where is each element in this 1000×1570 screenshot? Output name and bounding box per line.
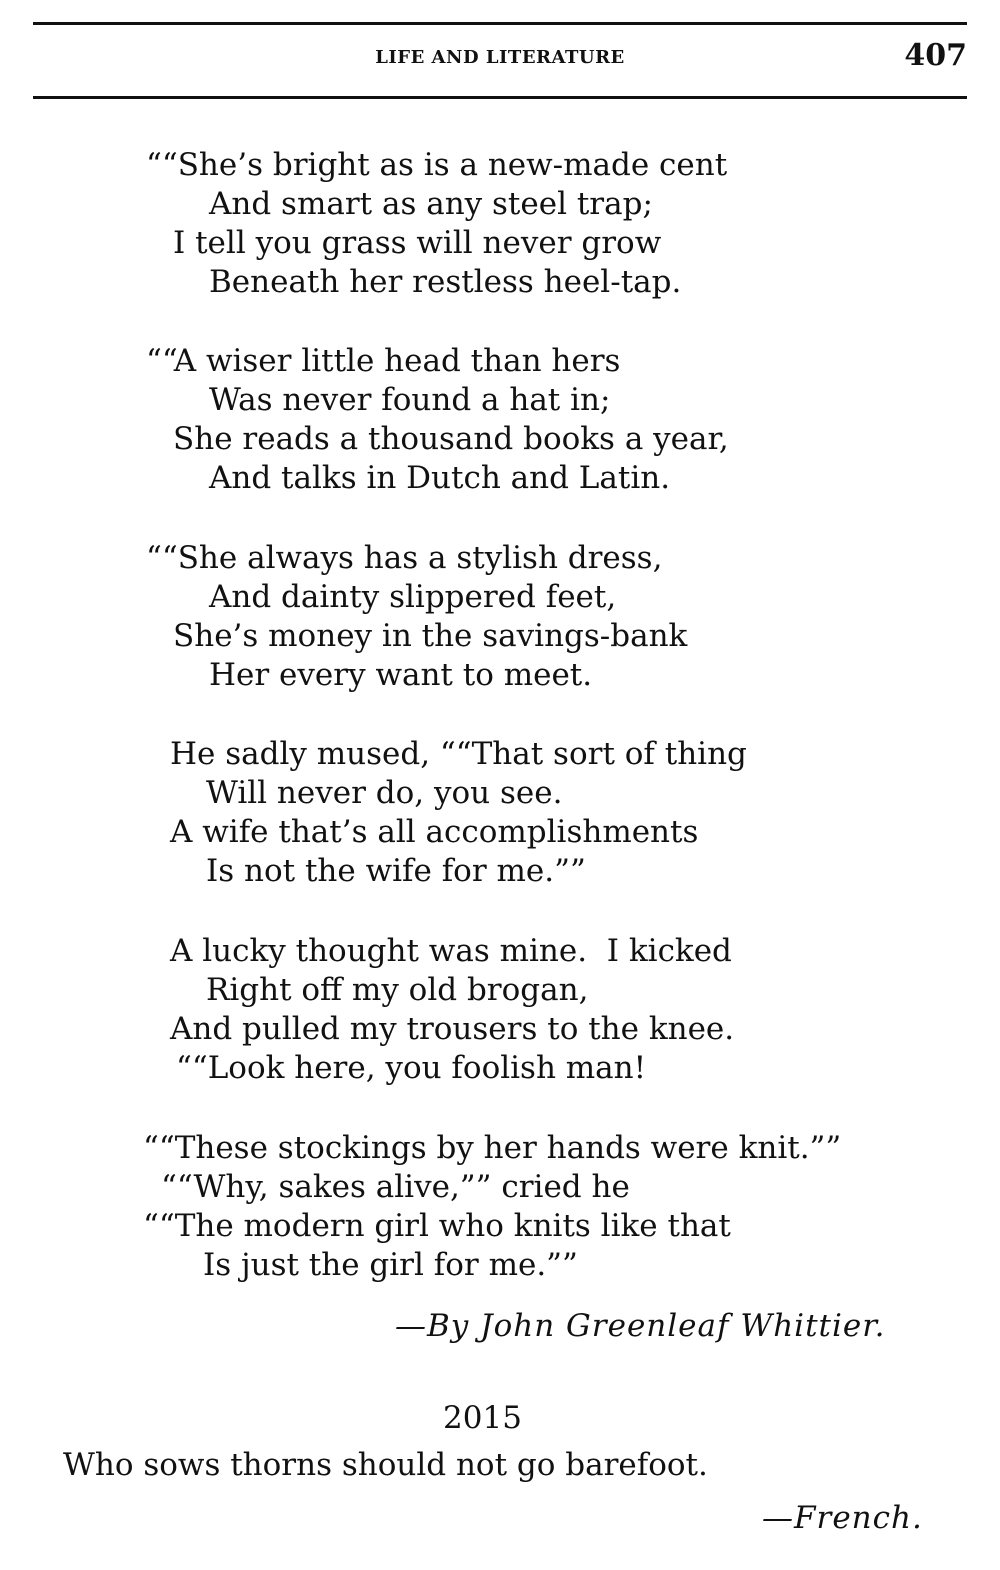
top-rule [33, 22, 967, 25]
header-rule [33, 96, 967, 99]
proverb-text: Who sows thorns should not go barefoot. [63, 1447, 708, 1483]
poem-line: He sadly mused, ““That sort of thing [170, 736, 747, 772]
poem-line: Beneath her restless heel-tap. [209, 264, 682, 300]
poem-line: She reads a thousand books a year, [173, 421, 729, 457]
poem-line: ““These stockings by her hands were knit.”” [143, 1130, 842, 1166]
poem-line: Right off my old brogan, [206, 972, 589, 1008]
poem-line: Will never do, you see. [206, 775, 563, 811]
poem-line: And talks in Dutch and Latin. [209, 460, 671, 496]
poem-line: And dainty slippered feet, [209, 579, 617, 615]
poem-line: I tell you grass will never grow [173, 225, 662, 261]
poem-line: And pulled my trousers to the knee. [170, 1011, 735, 1047]
proverb-number: 2015 [443, 1400, 522, 1436]
poem-line: ““A wiser little head than hers [146, 343, 621, 379]
poem-line: A wife that’s all accomplishments [170, 814, 699, 850]
poem-line: Is just the girl for me.”” [203, 1247, 578, 1283]
poem-line: ““She always has a stylish dress, [146, 540, 663, 576]
poem-line: ““Why, sakes alive,”” cried he [161, 1169, 630, 1205]
page-number: 407 [904, 38, 967, 73]
poem-line: And smart as any steel trap; [209, 186, 653, 222]
poem-line: She’s money in the savings-bank [173, 618, 688, 654]
running-head: LIFE AND LITERATURE [375, 47, 625, 68]
poem-attribution: —By John Greenleaf Whittier. [395, 1308, 886, 1344]
poem-line: Is not the wife for me.”” [206, 853, 586, 889]
poem-line: ““She’s bright as is a new-made cent [146, 147, 728, 183]
poem-line: A lucky thought was mine. I kicked [170, 933, 732, 969]
poem-line: ““The modern girl who knits like that [143, 1208, 731, 1244]
poem-line: ““Look here, you foolish man! [176, 1050, 647, 1086]
proverb-attribution: —French. [762, 1500, 923, 1536]
poem-line: Was never found a hat in; [209, 382, 611, 418]
poem-line: Her every want to meet. [209, 657, 593, 693]
